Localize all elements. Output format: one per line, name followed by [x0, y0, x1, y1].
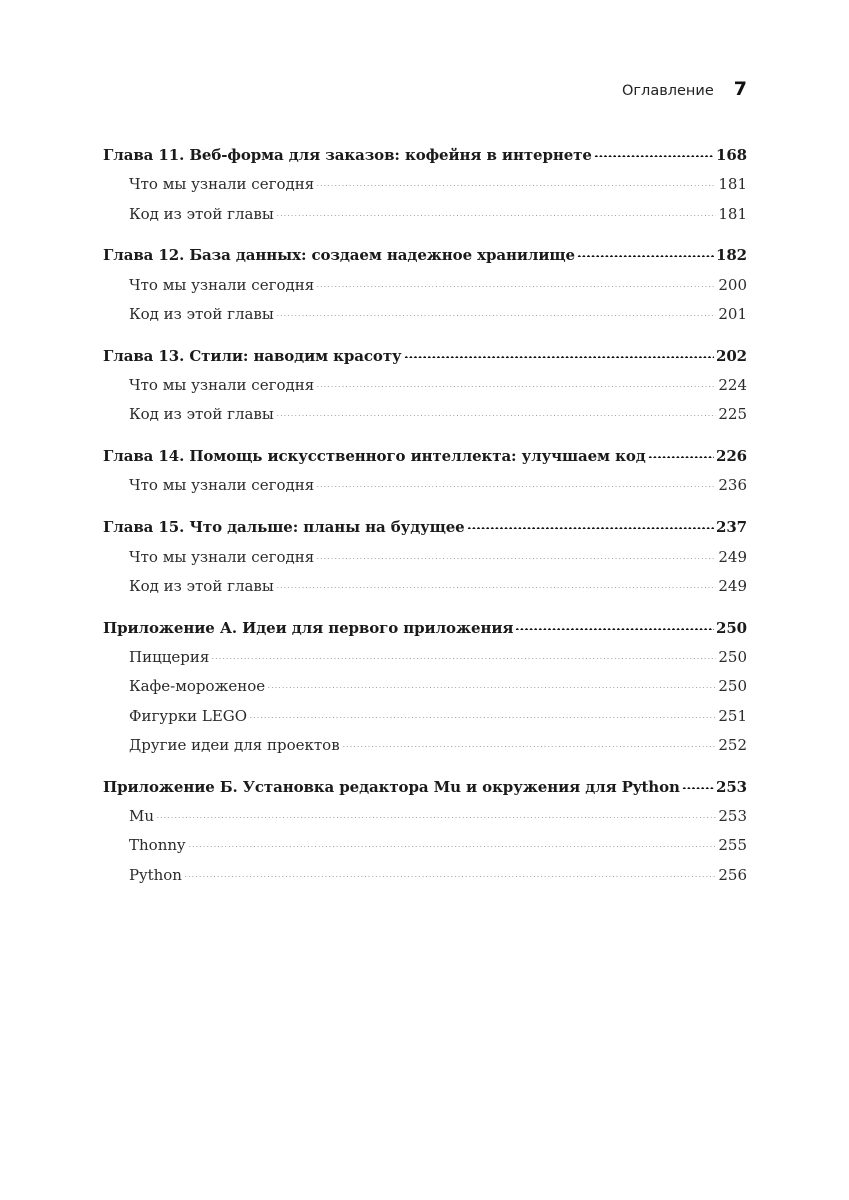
toc-subsection-entry-page-number: 253 — [718, 806, 747, 825]
toc-subsection-entry-label: Что мы узнали сегодня — [129, 275, 315, 294]
dot-leader — [342, 746, 717, 747]
toc-subsection-entry-page-number: 251 — [718, 706, 747, 725]
toc-subsection-entry[interactable] — [103, 643, 747, 672]
toc-chapter-entry-label: Глава 15. Что дальше: планы на будущее — [103, 518, 465, 537]
page-number: 7 — [733, 78, 747, 100]
toc-subsection-entry-page-number: 252 — [718, 735, 747, 754]
toc-chapter-entry-page-number: 250 — [715, 618, 747, 637]
dot-leader — [316, 286, 716, 287]
dot-leader — [404, 356, 714, 358]
running-header — [103, 78, 747, 102]
dot-leader — [682, 787, 714, 789]
toc-chapter-entry[interactable] — [103, 773, 747, 802]
toc-chapter-entry[interactable] — [103, 513, 747, 542]
toc-section — [103, 342, 747, 430]
toc-section — [103, 141, 747, 229]
toc-subsection-entry-label: Другие идеи для проектов — [129, 735, 340, 754]
dot-leader — [184, 876, 716, 877]
toc-subsection-entry-page-number: 236 — [718, 476, 747, 495]
toc-chapter-entry-page-number: 202 — [715, 346, 747, 365]
dot-leader — [316, 386, 716, 387]
toc-subsection-entry[interactable] — [103, 170, 747, 199]
toc-subsection-entry-page-number: 250 — [718, 647, 747, 666]
toc-subsection-entry-label: Что мы узнали сегодня — [129, 547, 315, 566]
toc-subsection-entry-label: Фигурки LEGO — [129, 706, 248, 725]
toc-chapter-entry[interactable] — [103, 141, 747, 170]
toc-subsection-entry-label: Python — [129, 865, 182, 884]
toc-chapter-entry-label: Глава 12. База данных: создаем надежное хранилище — [103, 246, 575, 265]
toc-subsection-entry-page-number: 201 — [718, 304, 747, 323]
toc-subsection-entry[interactable] — [103, 200, 747, 229]
toc-subsection-entry[interactable] — [103, 543, 747, 572]
toc-subsection-entry-label: Что мы узнали сегодня — [129, 376, 315, 395]
toc-chapter-entry-label: Глава 14. Помощь искусственного интеллекта: улучшаем код — [103, 447, 646, 466]
toc-subsection-entry-label: Mu — [129, 806, 155, 825]
toc-subsection-entry[interactable] — [103, 400, 747, 429]
toc-subsection-entry-page-number: 249 — [718, 547, 747, 566]
toc-chapter-entry[interactable] — [103, 442, 747, 471]
toc-subsection-entry[interactable] — [103, 831, 747, 860]
dot-leader — [211, 658, 716, 659]
toc-subsection-entry[interactable] — [103, 271, 747, 300]
toc-subsection-entry[interactable] — [103, 861, 747, 890]
dot-leader — [267, 687, 716, 688]
toc-subsection-entry-label: Кафе-мороженое — [129, 677, 266, 696]
header-title: Оглавление — [622, 83, 714, 99]
dot-leader — [594, 155, 714, 157]
toc-subsection-entry-label: Пиццерия — [129, 647, 210, 666]
toc-subsection-entry-label: Код из этой главы — [129, 576, 274, 595]
toc-subsection-entry-page-number: 200 — [718, 275, 747, 294]
toc-subsection-entry-label: Код из этой главы — [129, 204, 274, 223]
dot-leader — [467, 527, 714, 529]
toc-chapter-entry-page-number: 237 — [715, 518, 747, 537]
toc-subsection-entry-page-number: 181 — [718, 204, 747, 223]
toc-subsection-entry-page-number: 249 — [718, 576, 747, 595]
toc-subsection-entry-page-number: 250 — [718, 677, 747, 696]
dot-leader — [276, 315, 717, 316]
dot-leader — [276, 215, 717, 216]
toc-subsection-entry-label: Что мы узнали сегодня — [129, 476, 315, 495]
toc-subsection-entry-page-number: 181 — [718, 175, 747, 194]
toc-subsection-entry-page-number: 224 — [718, 376, 747, 395]
toc-chapter-entry-label: Приложение Б. Установка редактора Mu и окружения для Python — [103, 777, 680, 796]
toc-chapter-entry-label: Глава 11. Веб-форма для заказов: кофейня в интернете — [103, 146, 592, 164]
table-of-contents — [103, 141, 747, 902]
toc-subsection-entry[interactable] — [103, 300, 747, 329]
dot-leader — [515, 628, 714, 630]
dot-leader — [648, 456, 714, 458]
dot-leader — [276, 415, 717, 416]
toc-subsection-entry-page-number: 255 — [718, 836, 747, 855]
dot-leader — [316, 486, 716, 487]
dot-leader — [316, 558, 716, 559]
toc-section — [103, 773, 747, 890]
toc-chapter-entry[interactable] — [103, 614, 747, 643]
toc-chapter-entry-page-number: 168 — [715, 146, 747, 164]
toc-section — [103, 442, 747, 501]
toc-subsection-entry[interactable] — [103, 731, 747, 760]
toc-chapter-entry[interactable] — [103, 342, 747, 371]
dot-leader — [276, 587, 717, 588]
dot-leader — [156, 817, 716, 818]
dot-leader — [316, 185, 716, 186]
dot-leader — [577, 255, 714, 257]
toc-chapter-entry-page-number: 182 — [715, 246, 747, 265]
toc-section — [103, 241, 747, 329]
toc-chapter-entry-page-number: 253 — [715, 777, 747, 796]
toc-subsection-entry[interactable] — [103, 672, 747, 701]
toc-subsection-entry[interactable] — [103, 702, 747, 731]
toc-subsection-entry-page-number: 256 — [718, 865, 747, 884]
toc-chapter-entry-label: Глава 13. Стили: наводим красоту — [103, 346, 402, 365]
toc-subsection-entry[interactable] — [103, 371, 747, 400]
dot-leader — [188, 846, 717, 847]
toc-subsection-entry[interactable] — [103, 471, 747, 500]
toc-subsection-entry[interactable] — [103, 802, 747, 831]
toc-subsection-entry[interactable] — [103, 572, 747, 601]
toc-chapter-entry-label: Приложение А. Идеи для первого приложения — [103, 618, 514, 637]
toc-chapter-entry-page-number: 226 — [715, 447, 747, 466]
toc-chapter-entry[interactable] — [103, 241, 747, 270]
toc-section — [103, 614, 747, 760]
toc-subsection-entry-label: Код из этой главы — [129, 304, 274, 323]
toc-section — [103, 513, 747, 601]
toc-subsection-entry-page-number: 225 — [718, 405, 747, 424]
toc-subsection-entry-label: Код из этой главы — [129, 405, 274, 424]
toc-subsection-entry-label: Thonny — [129, 836, 186, 855]
toc-subsection-entry-label: Что мы узнали сегодня — [129, 175, 315, 194]
dot-leader — [249, 717, 716, 718]
